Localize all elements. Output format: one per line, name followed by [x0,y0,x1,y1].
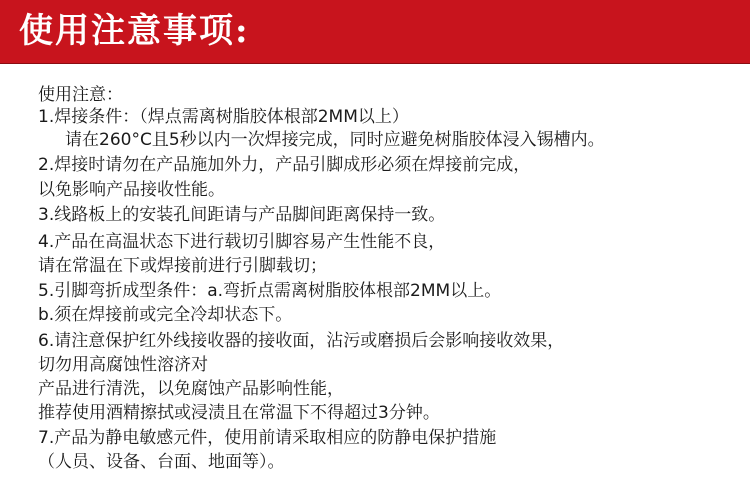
note-5-title: 5.引脚弯折成型条件：a.弯折点需离树脂胶体根部2MM以上。 [38,281,502,301]
note-3: 3.线路板上的安装孔间距请与产品脚间距离保持一致。 [38,205,446,225]
note-7-title: 7.产品为静电敏感元件，使用前请采取相应的防静电保护措施 [38,428,497,448]
page-title: 使用注意事项: [19,11,250,51]
notes-heading: 使用注意： [38,85,123,105]
note-7-detail: （人员、设备、台面、地面等）。 [38,452,285,472]
note-5-detail: b.须在焊接前或完全冷却状态下。 [38,305,293,325]
note-6-detail-2: 产品进行清洗，以免腐蚀产品影响性能， [38,379,344,399]
note-6-title: 6.请注意保护红外线接收器的接收面，沾污或磨损后会影响接收效果， [38,331,565,351]
note-4-title: 4.产品在高温状态下进行载切引脚容易产生性能不良， [38,232,446,252]
note-2-title: 2.焊接时请勿在产品施加外力，产品引脚成形必须在焊接前完成， [38,155,531,175]
banner-divider [0,63,750,64]
title-banner [0,0,750,63]
note-1-detail: 请在260°C且5秒以内一次焊接完成，同时应避免树脂胶体浸入锡槽内。 [65,130,605,150]
note-1-title: 1.焊接条件：（焊点需离树脂胶体根部2MM以上） [38,107,409,127]
note-2-detail: 以免影响产品接收性能。 [38,180,225,200]
note-6-detail-3: 推荐使用酒精擦拭或浸渍且在常温下不得超过3分钟。 [38,403,440,423]
note-6-detail-1: 切勿用高腐蚀性溶济对 [38,355,208,375]
note-4-detail: 请在常温在下或焊接前进行引脚载切； [38,256,327,276]
